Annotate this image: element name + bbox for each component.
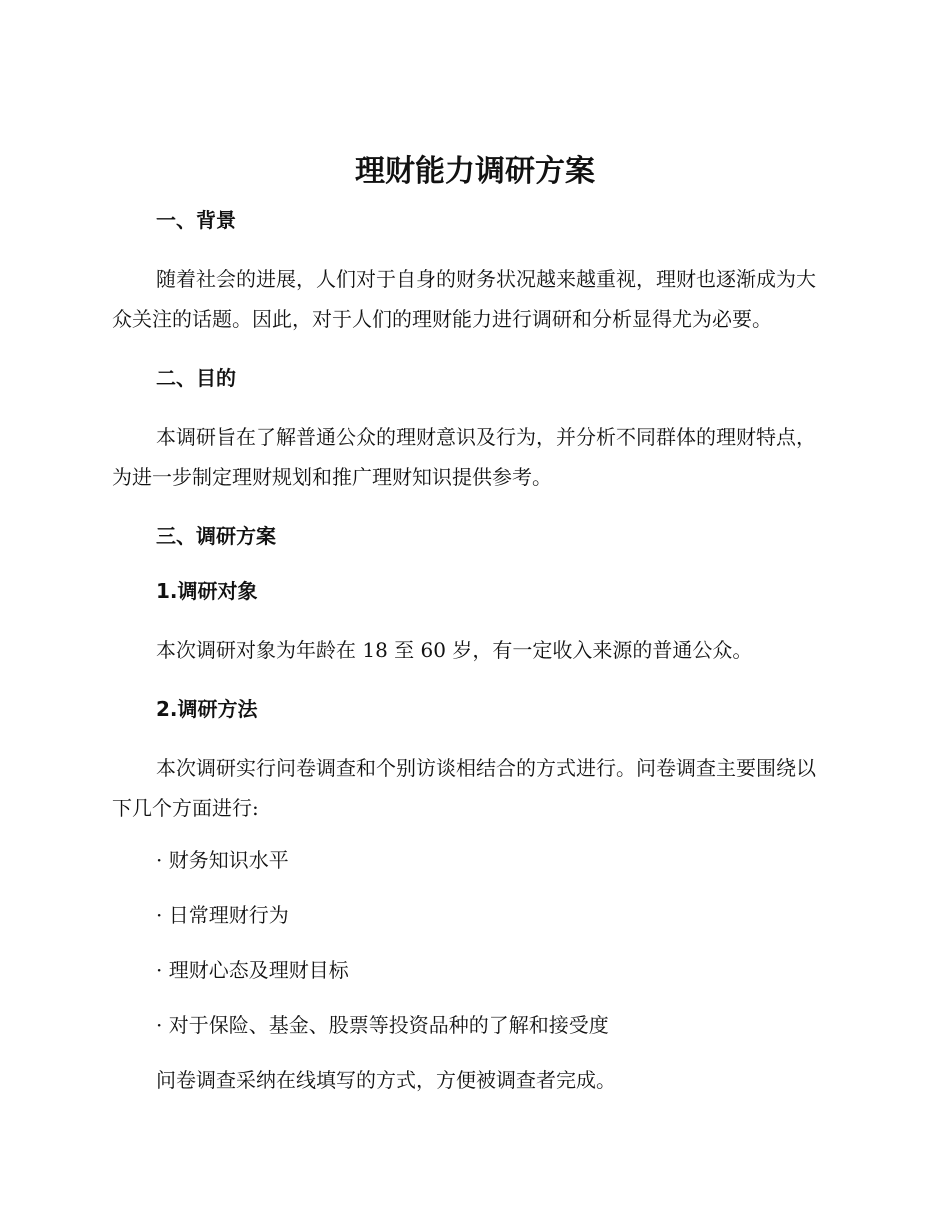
section-heading-background: 一、背景	[156, 208, 236, 232]
bullet-item-daily-behavior: · 日常理财行为	[156, 903, 289, 927]
bullet-item-financial-knowledge: · 财务知识水平	[156, 848, 289, 872]
document-body	[112, 204, 832, 1096]
subsection-heading-subjects: 1.调研对象	[156, 579, 258, 603]
subsection-paragraph-methods: 本次调研实行问卷调查和个别访谈相结合的方式进行。问卷调查主要围绕以下几个方面进行:	[112, 756, 816, 820]
document-title: 理财能力调研方案	[355, 154, 595, 189]
bullet-item-investment-products: · 对于保险、基金、股票等投资品种的了解和接受度	[156, 1013, 609, 1037]
section-heading-purpose: 二、目的	[156, 366, 236, 390]
section-heading-plan: 三、调研方案	[156, 524, 276, 548]
subsection-heading-methods: 2.调研方法	[156, 697, 258, 721]
section-paragraph-purpose: 本调研旨在了解普通公众的理财意识及行为，并分析不同群体的理财特点，为进一步制定理财规划和推广理财知识提供参考。	[112, 425, 816, 489]
subsection-closing-paragraph: 问卷调查采纳在线填写的方式，方便被调查者完成。	[156, 1068, 616, 1092]
subsection-paragraph-subjects: 本次调研对象为年龄在 18 至 60 岁，有一定收入来源的普通公众。	[156, 638, 753, 662]
bullet-item-mindset-goals: · 理财心态及理财目标	[156, 958, 349, 982]
section-paragraph-background: 随着社会的进展，人们对于自身的财务状况越来越重视，理财也逐渐成为大众关注的话题。因此，对于人们的理财能力进行调研和分析显得尤为必要。	[112, 267, 816, 331]
